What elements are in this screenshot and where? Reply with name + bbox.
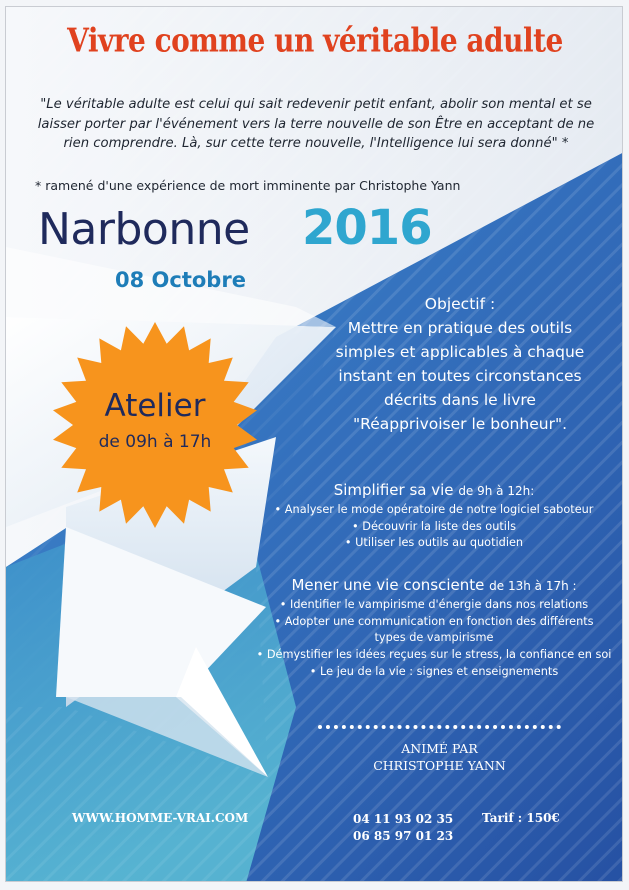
afternoon-heading — [254, 574, 614, 597]
objectif-line: décrits dans le livre — [384, 391, 536, 409]
badge-hours: de 09h à 17h — [98, 432, 212, 452]
afternoon-item: types de vampirisme — [374, 631, 494, 645]
morning-section — [254, 479, 614, 552]
afternoon-item: • Adopter une communication en fonction des différents — [274, 614, 594, 628]
starburst-badge — [50, 320, 260, 530]
objectif-line: Mettre en pratique des outils — [347, 319, 573, 337]
morning-item: • Découvrir la liste des outils — [352, 519, 516, 533]
objectif-line: instant en toutes circonstances — [338, 367, 582, 385]
quote-text: "Le véritable adulte est celui qui sait redevenir petit enfant, abolir son mental et se laisser porter par l'événement vers la terre nouvelle de son Être en acceptant de ne rien comprendre. Là, sur cette terre nouvelle, l'Intelligence lui sera donné" * — [37, 97, 595, 151]
objectif-line: "Réapprivoiser le bonheur". — [353, 415, 567, 433]
flyer-frame — [5, 6, 623, 882]
poster-title: Vivre comme un véritable adulte — [67, 21, 563, 60]
afternoon-section — [254, 574, 614, 681]
event-date: 08 Octobre — [115, 268, 246, 292]
morning-item: • Analyser le mode opératoire de notre logiciel saboteur — [274, 503, 594, 516]
host-name: CHRISTOPHE YANN — [373, 758, 506, 773]
objectif-heading: Objectif : — [424, 295, 496, 313]
phone-1: 04 11 93 02 35 — [353, 812, 454, 826]
afternoon-item: • Démystifier les idées reçues sur le stress, la confiance en soi — [256, 648, 612, 662]
host-block — [318, 740, 561, 774]
afternoon-time: de 13h à 17h : — [489, 579, 577, 593]
morning-title: Simplifier sa vie — [333, 481, 454, 499]
objectif-block — [306, 292, 614, 436]
badge-label: Atelier — [104, 388, 206, 424]
event-year: 2016 — [302, 200, 432, 256]
event-city: Narbonne — [38, 204, 250, 255]
website-link[interactable]: WWW.HOMME-VRAI.COM — [72, 811, 249, 825]
host-label: ANIMÉ PAR — [401, 741, 478, 756]
quote-footnote: * ramené d'une expérience de mort imminente par Christophe Yann — [35, 178, 461, 193]
phone-2: 06 85 97 01 23 — [353, 829, 454, 843]
morning-time: de 9h à 12h: — [458, 484, 535, 498]
dotted-divider — [318, 725, 561, 729]
objectif-line: simples et applicables à chaque — [335, 343, 585, 361]
morning-item: • Utiliser les outils au quotidien — [344, 536, 524, 550]
morning-heading — [254, 479, 614, 502]
afternoon-item: • Identifier le vampirisme d'énergie dans nos relations — [279, 598, 589, 611]
afternoon-item: • Le jeu de la vie : signes et enseignements — [309, 664, 559, 678]
afternoon-title: Mener une vie consciente — [291, 576, 485, 594]
price-label: Tarif : 150€ — [482, 811, 560, 825]
phone-numbers — [353, 811, 453, 845]
